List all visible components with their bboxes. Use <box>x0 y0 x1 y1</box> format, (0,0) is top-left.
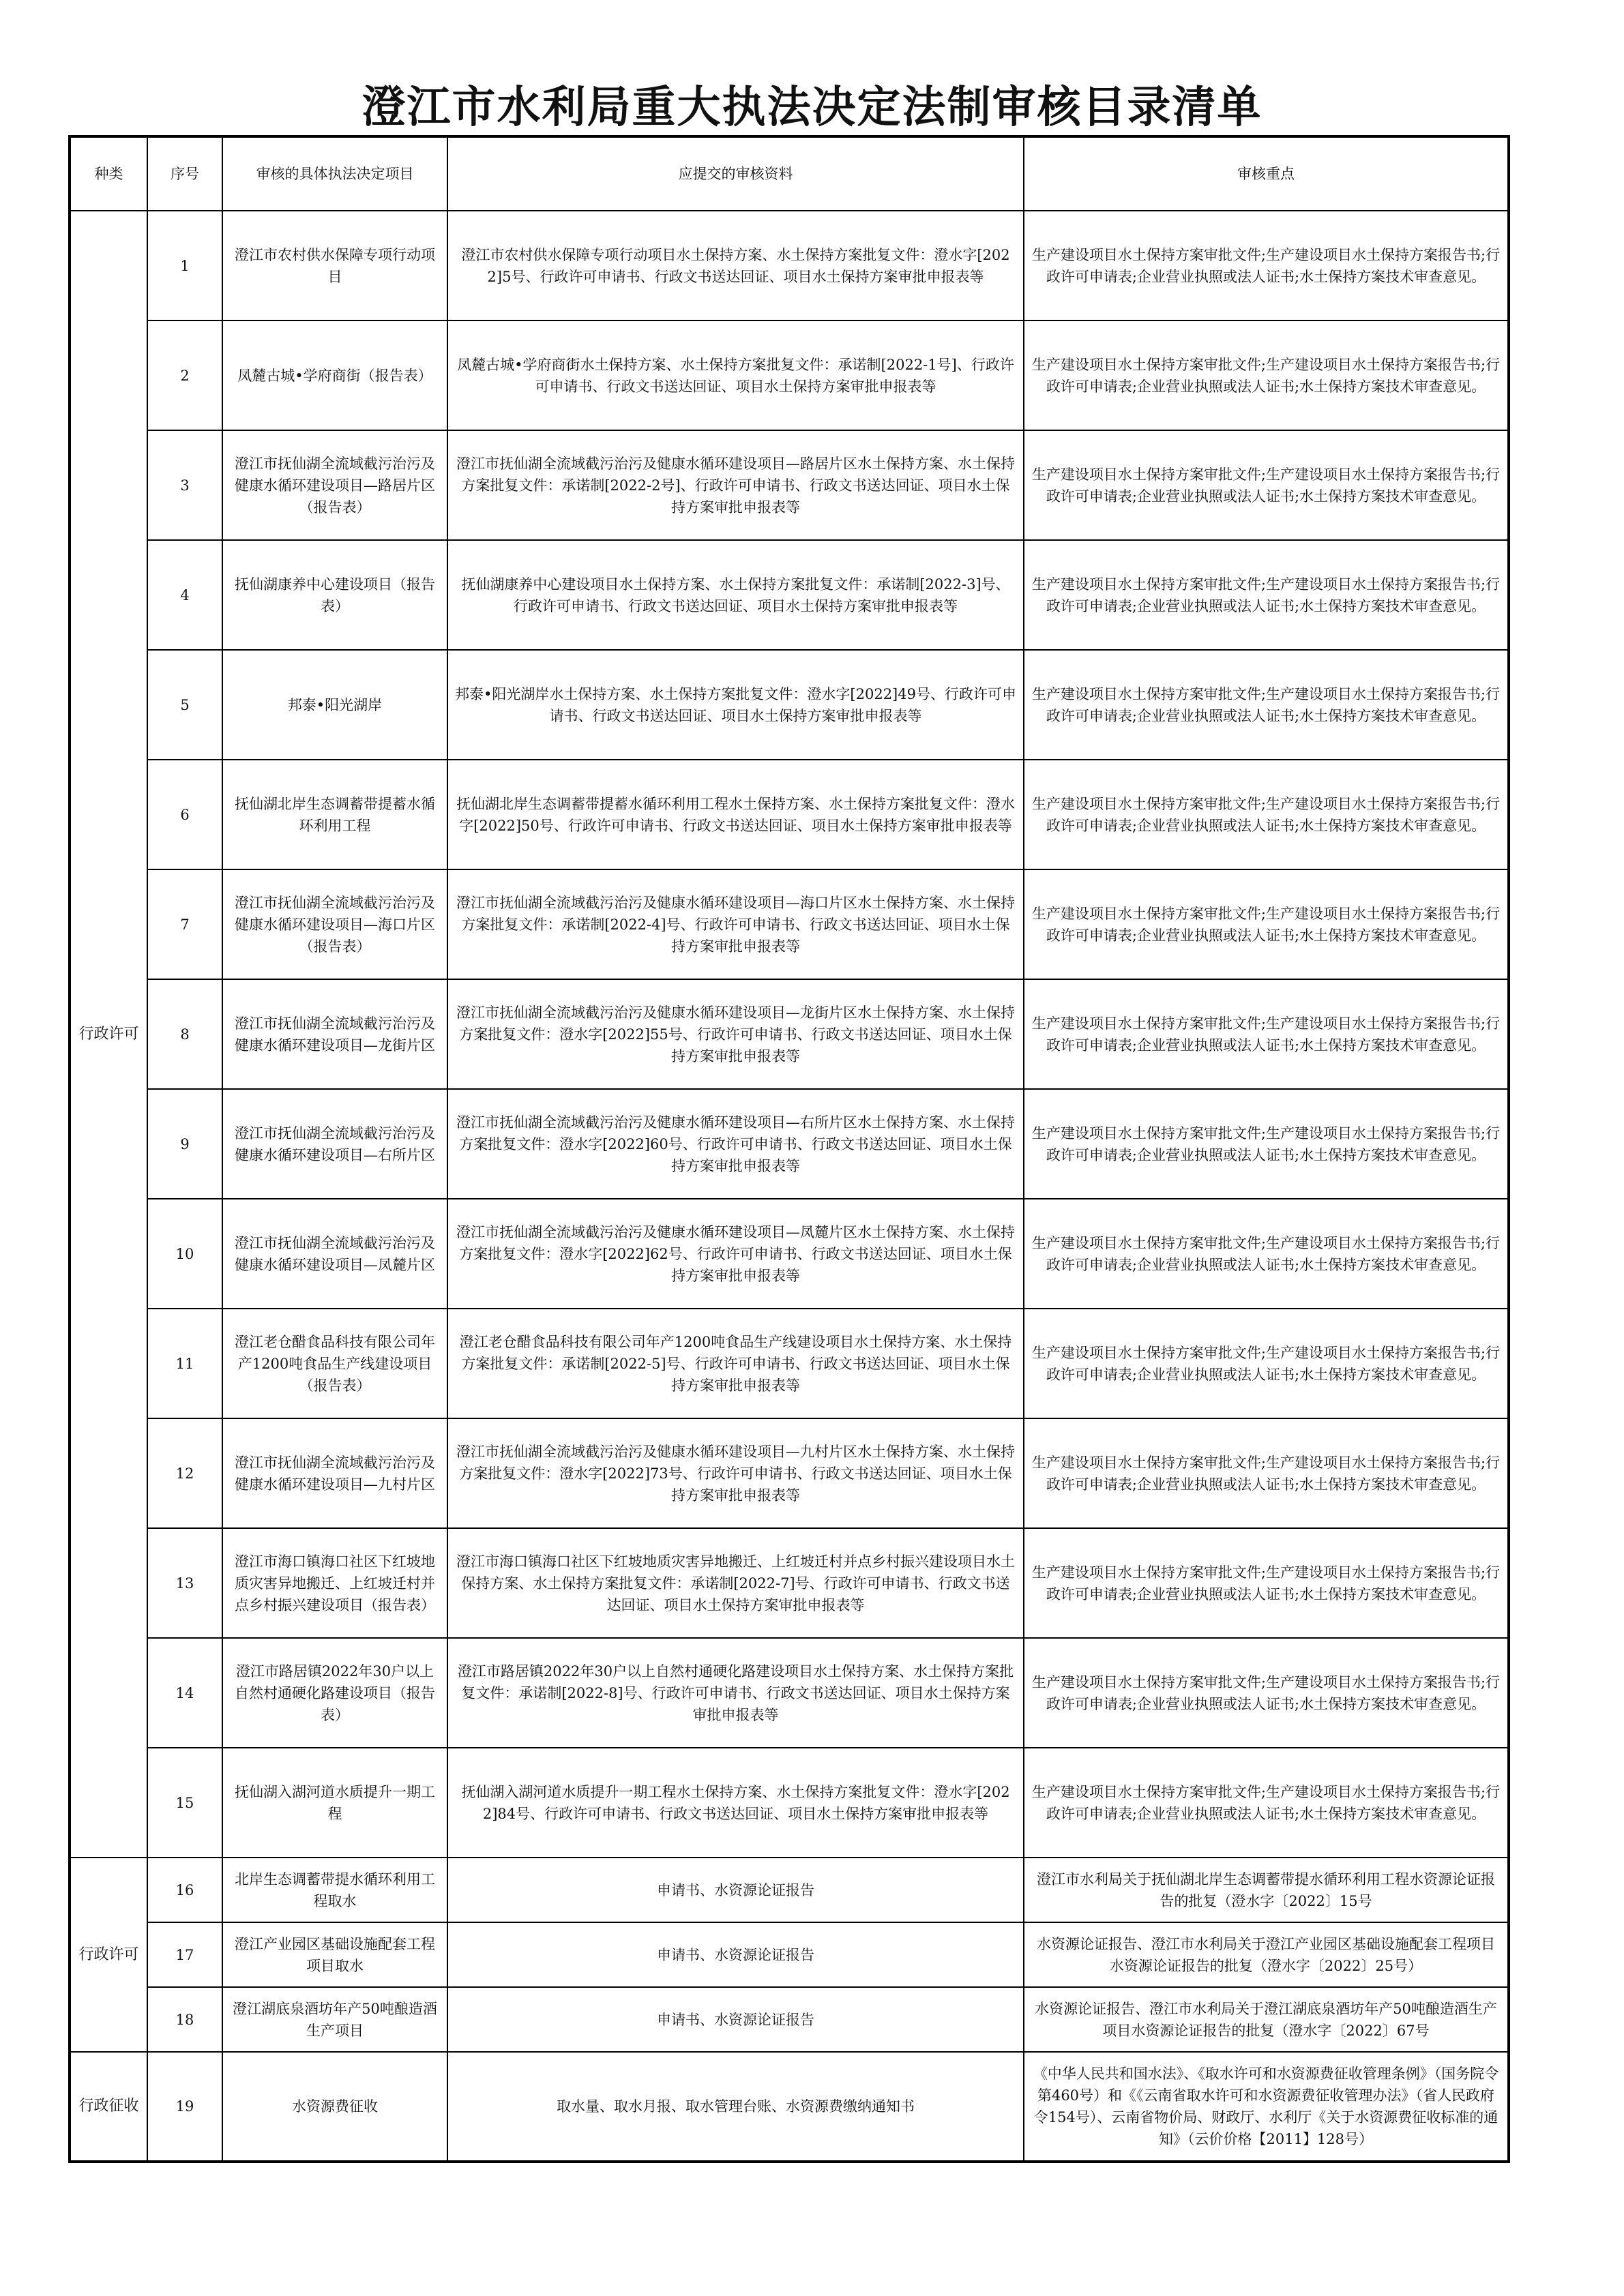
review-key-cell: 生产建设项目水土保持方案审批文件;生产建设项目水土保持方案报告书;行政许可申请表;企业营业执照或法人证书;水土保持方案技术审查意见。 <box>1024 1528 1509 1638</box>
review-key-cell: 澄江市水利局关于抚仙湖北岸生态调蓄带提水循环利用工程水资源论证报告的批复（澄水字〔2022〕15号 <box>1024 1858 1509 1922</box>
review-catalog-table <box>68 135 1510 2163</box>
row-number-cell: 2 <box>147 320 222 430</box>
materials-cell: 抚仙湖北岸生态调蓄带提蓄水循环利用工程水土保持方案、水土保持方案批复文件：澄水字[2022]50号、行政许可申请书、行政文书送达回证、项目水土保持方案审批申报表等 <box>447 760 1024 869</box>
item-cell: 澄江市抚仙湖全流域截污治污及健康水循环建设项目—凤麓片区 <box>222 1199 447 1309</box>
review-key-cell: 生产建设项目水土保持方案审批文件;生产建设项目水土保持方案报告书;行政许可申请表;企业营业执照或法人证书;水土保持方案技术审查意见。 <box>1024 430 1509 540</box>
item-cell: 澄江老仓醋食品科技有限公司年产1200吨食品生产线建设项目（报告表） <box>222 1309 447 1418</box>
row-number-cell: 6 <box>147 760 222 869</box>
materials-cell: 申请书、水资源论证报告 <box>447 1858 1024 1922</box>
review-key-cell: 生产建设项目水土保持方案审批文件;生产建设项目水土保持方案报告书;行政许可申请表;企业营业执照或法人证书;水土保持方案技术审查意见。 <box>1024 1309 1509 1418</box>
review-key-cell: 生产建设项目水土保持方案审批文件;生产建设项目水土保持方案报告书;行政许可申请表;企业营业执照或法人证书;水土保持方案技术审查意见。 <box>1024 760 1509 869</box>
item-cell: 凤麓古城•学府商街（报告表） <box>222 320 447 430</box>
table-row <box>70 979 1509 1089</box>
materials-cell: 澄江市抚仙湖全流域截污治污及健康水循环建设项目—九村片区水土保持方案、水土保持方案批复文件：澄水字[2022]73号、行政许可申请书、行政文书送达回证、项目水土保持方案审批申报表等 <box>447 1418 1024 1528</box>
item-cell: 澄江市农村供水保障专项行动项目 <box>222 211 447 320</box>
header-key: 审核重点 <box>1024 136 1509 211</box>
table-row <box>70 760 1509 869</box>
materials-cell: 申请书、水资源论证报告 <box>447 1922 1024 1987</box>
item-cell: 澄江市路居镇2022年30户以上自然村通硬化路建设项目（报告表） <box>222 1638 447 1748</box>
row-number-cell: 11 <box>147 1309 222 1418</box>
table-row <box>70 650 1509 760</box>
table-row <box>70 320 1509 430</box>
row-number-cell: 13 <box>147 1528 222 1638</box>
review-key-cell: 水资源论证报告、澄江市水利局关于澄江产业园区基础设施配套工程项目水资源论证报告的批复（澄水字〔2022〕25号） <box>1024 1922 1509 1987</box>
header-no: 序号 <box>147 136 222 211</box>
review-key-cell: 生产建设项目水土保持方案审批文件;生产建设项目水土保持方案报告书;行政许可申请表;企业营业执照或法人证书;水土保持方案技术审查意见。 <box>1024 869 1509 979</box>
table-row <box>70 540 1509 650</box>
row-number-cell: 15 <box>147 1748 222 1858</box>
materials-cell: 邦泰•阳光湖岸水土保持方案、水土保持方案批复文件：澄水字[2022]49号、行政许可申请书、行政文书送达回证、项目水土保持方案审批申报表等 <box>447 650 1024 760</box>
review-key-cell: 生产建设项目水土保持方案审批文件;生产建设项目水土保持方案报告书;行政许可申请表;企业营业执照或法人证书;水土保持方案技术审查意见。 <box>1024 979 1509 1089</box>
materials-cell: 澄江市抚仙湖全流域截污治污及健康水循环建设项目—路居片区水土保持方案、水土保持方案批复文件：承诺制[2022-2号]、行政许可申请书、行政文书送达回证、项目水土保持方案审批申报表等 <box>447 430 1024 540</box>
materials-cell: 澄江市抚仙湖全流域截污治污及健康水循环建设项目—凤麓片区水土保持方案、水土保持方案批复文件：澄水字[2022]62号、行政许可申请书、行政文书送达回证、项目水土保持方案审批申报表等 <box>447 1199 1024 1309</box>
item-cell: 抚仙湖康养中心建设项目（报告表） <box>222 540 447 650</box>
row-number-cell: 5 <box>147 650 222 760</box>
header-category: 种类 <box>70 136 147 211</box>
materials-cell: 抚仙湖康养中心建设项目水土保持方案、水土保持方案批复文件：承诺制[2022-3]号、行政许可申请书、行政文书送达回证、项目水土保持方案审批申报表等 <box>447 540 1024 650</box>
item-cell: 澄江市抚仙湖全流域截污治污及健康水循环建设项目—龙街片区 <box>222 979 447 1089</box>
table-row <box>70 1199 1509 1309</box>
row-number-cell: 9 <box>147 1089 222 1199</box>
review-key-cell: 生产建设项目水土保持方案审批文件;生产建设项目水土保持方案报告书;行政许可申请表;企业营业执照或法人证书;水土保持方案技术审查意见。 <box>1024 211 1509 320</box>
materials-cell: 澄江市路居镇2022年30户以上自然村通硬化路建设项目水土保持方案、水土保持方案批复文件：承诺制[2022-8]号、行政许可申请书、行政文书送达回证、项目水土保持方案审批申报表等 <box>447 1638 1024 1748</box>
row-number-cell: 10 <box>147 1199 222 1309</box>
row-number-cell: 3 <box>147 430 222 540</box>
materials-cell: 澄江市抚仙湖全流域截污治污及健康水循环建设项目—海口片区水土保持方案、水土保持方案批复文件：承诺制[2022-4]号、行政许可申请书、行政文书送达回证、项目水土保持方案审批申报表等 <box>447 869 1024 979</box>
review-key-cell: 生产建设项目水土保持方案审批文件;生产建设项目水土保持方案报告书;行政许可申请表;企业营业执照或法人证书;水土保持方案技术审查意见。 <box>1024 1638 1509 1748</box>
review-key-cell: 生产建设项目水土保持方案审批文件;生产建设项目水土保持方案报告书;行政许可申请表;企业营业执照或法人证书;水土保持方案技术审查意见。 <box>1024 1748 1509 1858</box>
item-cell: 澄江市抚仙湖全流域截污治污及健康水循环建设项目—海口片区（报告表） <box>222 869 447 979</box>
category-cell: 行政征收 <box>70 2052 147 2162</box>
table-row <box>70 1089 1509 1199</box>
table-row <box>70 1922 1509 1987</box>
materials-cell: 澄江老仓醋食品科技有限公司年产1200吨食品生产线建设项目水土保持方案、水土保持方案批复文件：承诺制[2022-5]号、行政许可申请书、行政文书送达回证、项目水土保持方案审批申报表等 <box>447 1309 1024 1418</box>
row-number-cell: 12 <box>147 1418 222 1528</box>
item-cell: 澄江产业园区基础设施配套工程项目取水 <box>222 1922 447 1987</box>
table-row <box>70 1418 1509 1528</box>
review-key-cell: 《中华人民共和国水法》、《取水许可和水资源费征收管理条例》（国务院令第460号）和《《云南省取水许可和水资源费征收管理办法》（省人民政府令154号）、云南省物价局、财政厅、水利厅《关于水资源费征收标准的通知》（云价价格【2011】128号） <box>1024 2052 1509 2162</box>
row-number-cell: 8 <box>147 979 222 1089</box>
row-number-cell: 14 <box>147 1638 222 1748</box>
materials-cell: 抚仙湖入湖河道水质提升一期工程水土保持方案、水土保持方案批复文件：澄水字[2022]84号、行政许可申请书、行政文书送达回证、项目水土保持方案审批申报表等 <box>447 1748 1024 1858</box>
row-number-cell: 7 <box>147 869 222 979</box>
row-number-cell: 18 <box>147 1987 222 2052</box>
item-cell: 水资源费征收 <box>222 2052 447 2162</box>
table-header-row <box>70 136 1509 211</box>
table-row <box>70 1309 1509 1418</box>
review-key-cell: 生产建设项目水土保持方案审批文件;生产建设项目水土保持方案报告书;行政许可申请表;企业营业执照或法人证书;水土保持方案技术审查意见。 <box>1024 650 1509 760</box>
materials-cell: 澄江市抚仙湖全流域截污治污及健康水循环建设项目—龙街片区水土保持方案、水土保持方案批复文件：澄水字[2022]55号、行政许可申请书、行政文书送达回证、项目水土保持方案审批申报表等 <box>447 979 1024 1089</box>
item-cell: 抚仙湖入湖河道水质提升一期工程 <box>222 1748 447 1858</box>
review-key-cell: 生产建设项目水土保持方案审批文件;生产建设项目水土保持方案报告书;行政许可申请表;企业营业执照或法人证书;水土保持方案技术审查意见。 <box>1024 320 1509 430</box>
item-cell: 北岸生态调蓄带提水循环利用工程取水 <box>222 1858 447 1922</box>
row-number-cell: 16 <box>147 1858 222 1922</box>
table-body <box>70 211 1509 2162</box>
table-row <box>70 1748 1509 1858</box>
row-number-cell: 17 <box>147 1922 222 1987</box>
table-row <box>70 869 1509 979</box>
table-row <box>70 1858 1509 1922</box>
table-row <box>70 211 1509 320</box>
materials-cell: 澄江市抚仙湖全流域截污治污及健康水循环建设项目—右所片区水土保持方案、水土保持方案批复文件：澄水字[2022]60号、行政许可申请书、行政文书送达回证、项目水土保持方案审批申报表等 <box>447 1089 1024 1199</box>
row-number-cell: 1 <box>147 211 222 320</box>
item-cell: 澄江市抚仙湖全流域截污治污及健康水循环建设项目—右所片区 <box>222 1089 447 1199</box>
item-cell: 澄江湖底泉酒坊年产50吨酿造酒生产项目 <box>222 1987 447 2052</box>
row-number-cell: 4 <box>147 540 222 650</box>
review-key-cell: 水资源论证报告、澄江市水利局关于澄江湖底泉酒坊年产50吨酿造酒生产项目水资源论证报告的批复（澄水字〔2022〕67号 <box>1024 1987 1509 2052</box>
materials-cell: 凤麓古城•学府商街水土保持方案、水土保持方案批复文件：承诺制[2022-1号]、行政许可申请书、行政文书送达回证、项目水土保持方案审批申报表等 <box>447 320 1024 430</box>
item-cell: 邦泰•阳光湖岸 <box>222 650 447 760</box>
review-key-cell: 生产建设项目水土保持方案审批文件;生产建设项目水土保持方案报告书;行政许可申请表;企业营业执照或法人证书;水土保持方案技术审查意见。 <box>1024 1199 1509 1309</box>
review-key-cell: 生产建设项目水土保持方案审批文件;生产建设项目水土保持方案报告书;行政许可申请表;企业营业执照或法人证书;水土保持方案技术审查意见。 <box>1024 1418 1509 1528</box>
item-cell: 抚仙湖北岸生态调蓄带提蓄水循环利用工程 <box>222 760 447 869</box>
header-materials: 应提交的审核资料 <box>447 136 1024 211</box>
item-cell: 澄江市抚仙湖全流域截污治污及健康水循环建设项目—路居片区（报告表） <box>222 430 447 540</box>
materials-cell: 取水量、取水月报、取水管理台账、水资源费缴纳通知书 <box>447 2052 1024 2162</box>
page-title: 澄江市水利局重大执法决定法制审核目录清单 <box>361 83 1263 133</box>
category-cell: 行政许可 <box>70 1858 147 2052</box>
materials-cell: 澄江市农村供水保障专项行动项目水土保持方案、水土保持方案批复文件：澄水字[2022]5号、行政许可申请书、行政文书送达回证、项目水土保持方案审批申报表等 <box>447 211 1024 320</box>
category-cell: 行政许可 <box>70 211 147 1858</box>
review-key-cell: 生产建设项目水土保持方案审批文件;生产建设项目水土保持方案报告书;行政许可申请表;企业营业执照或法人证书;水土保持方案技术审查意见。 <box>1024 540 1509 650</box>
table-row <box>70 1987 1509 2052</box>
item-cell: 澄江市抚仙湖全流域截污治污及健康水循环建设项目—九村片区 <box>222 1418 447 1528</box>
row-number-cell: 19 <box>147 2052 222 2162</box>
table-row <box>70 430 1509 540</box>
table-row <box>70 1638 1509 1748</box>
item-cell: 澄江市海口镇海口社区下红坡地质灾害异地搬迁、上红坡迁村并点乡村振兴建设项目（报告表） <box>222 1528 447 1638</box>
materials-cell: 申请书、水资源论证报告 <box>447 1987 1024 2052</box>
table-row <box>70 2052 1509 2162</box>
table-row <box>70 1528 1509 1638</box>
review-key-cell: 生产建设项目水土保持方案审批文件;生产建设项目水土保持方案报告书;行政许可申请表;企业营业执照或法人证书;水土保持方案技术审查意见。 <box>1024 1089 1509 1199</box>
materials-cell: 澄江市海口镇海口社区下红坡地质灾害异地搬迁、上红坡迁村并点乡村振兴建设项目水土保持方案、水土保持方案批复文件：承诺制[2022-7]号、行政许可申请书、行政文书送达回证、项目水土保持方案审批申报表等 <box>447 1528 1024 1638</box>
header-item: 审核的具体执法决定项目 <box>222 136 447 211</box>
